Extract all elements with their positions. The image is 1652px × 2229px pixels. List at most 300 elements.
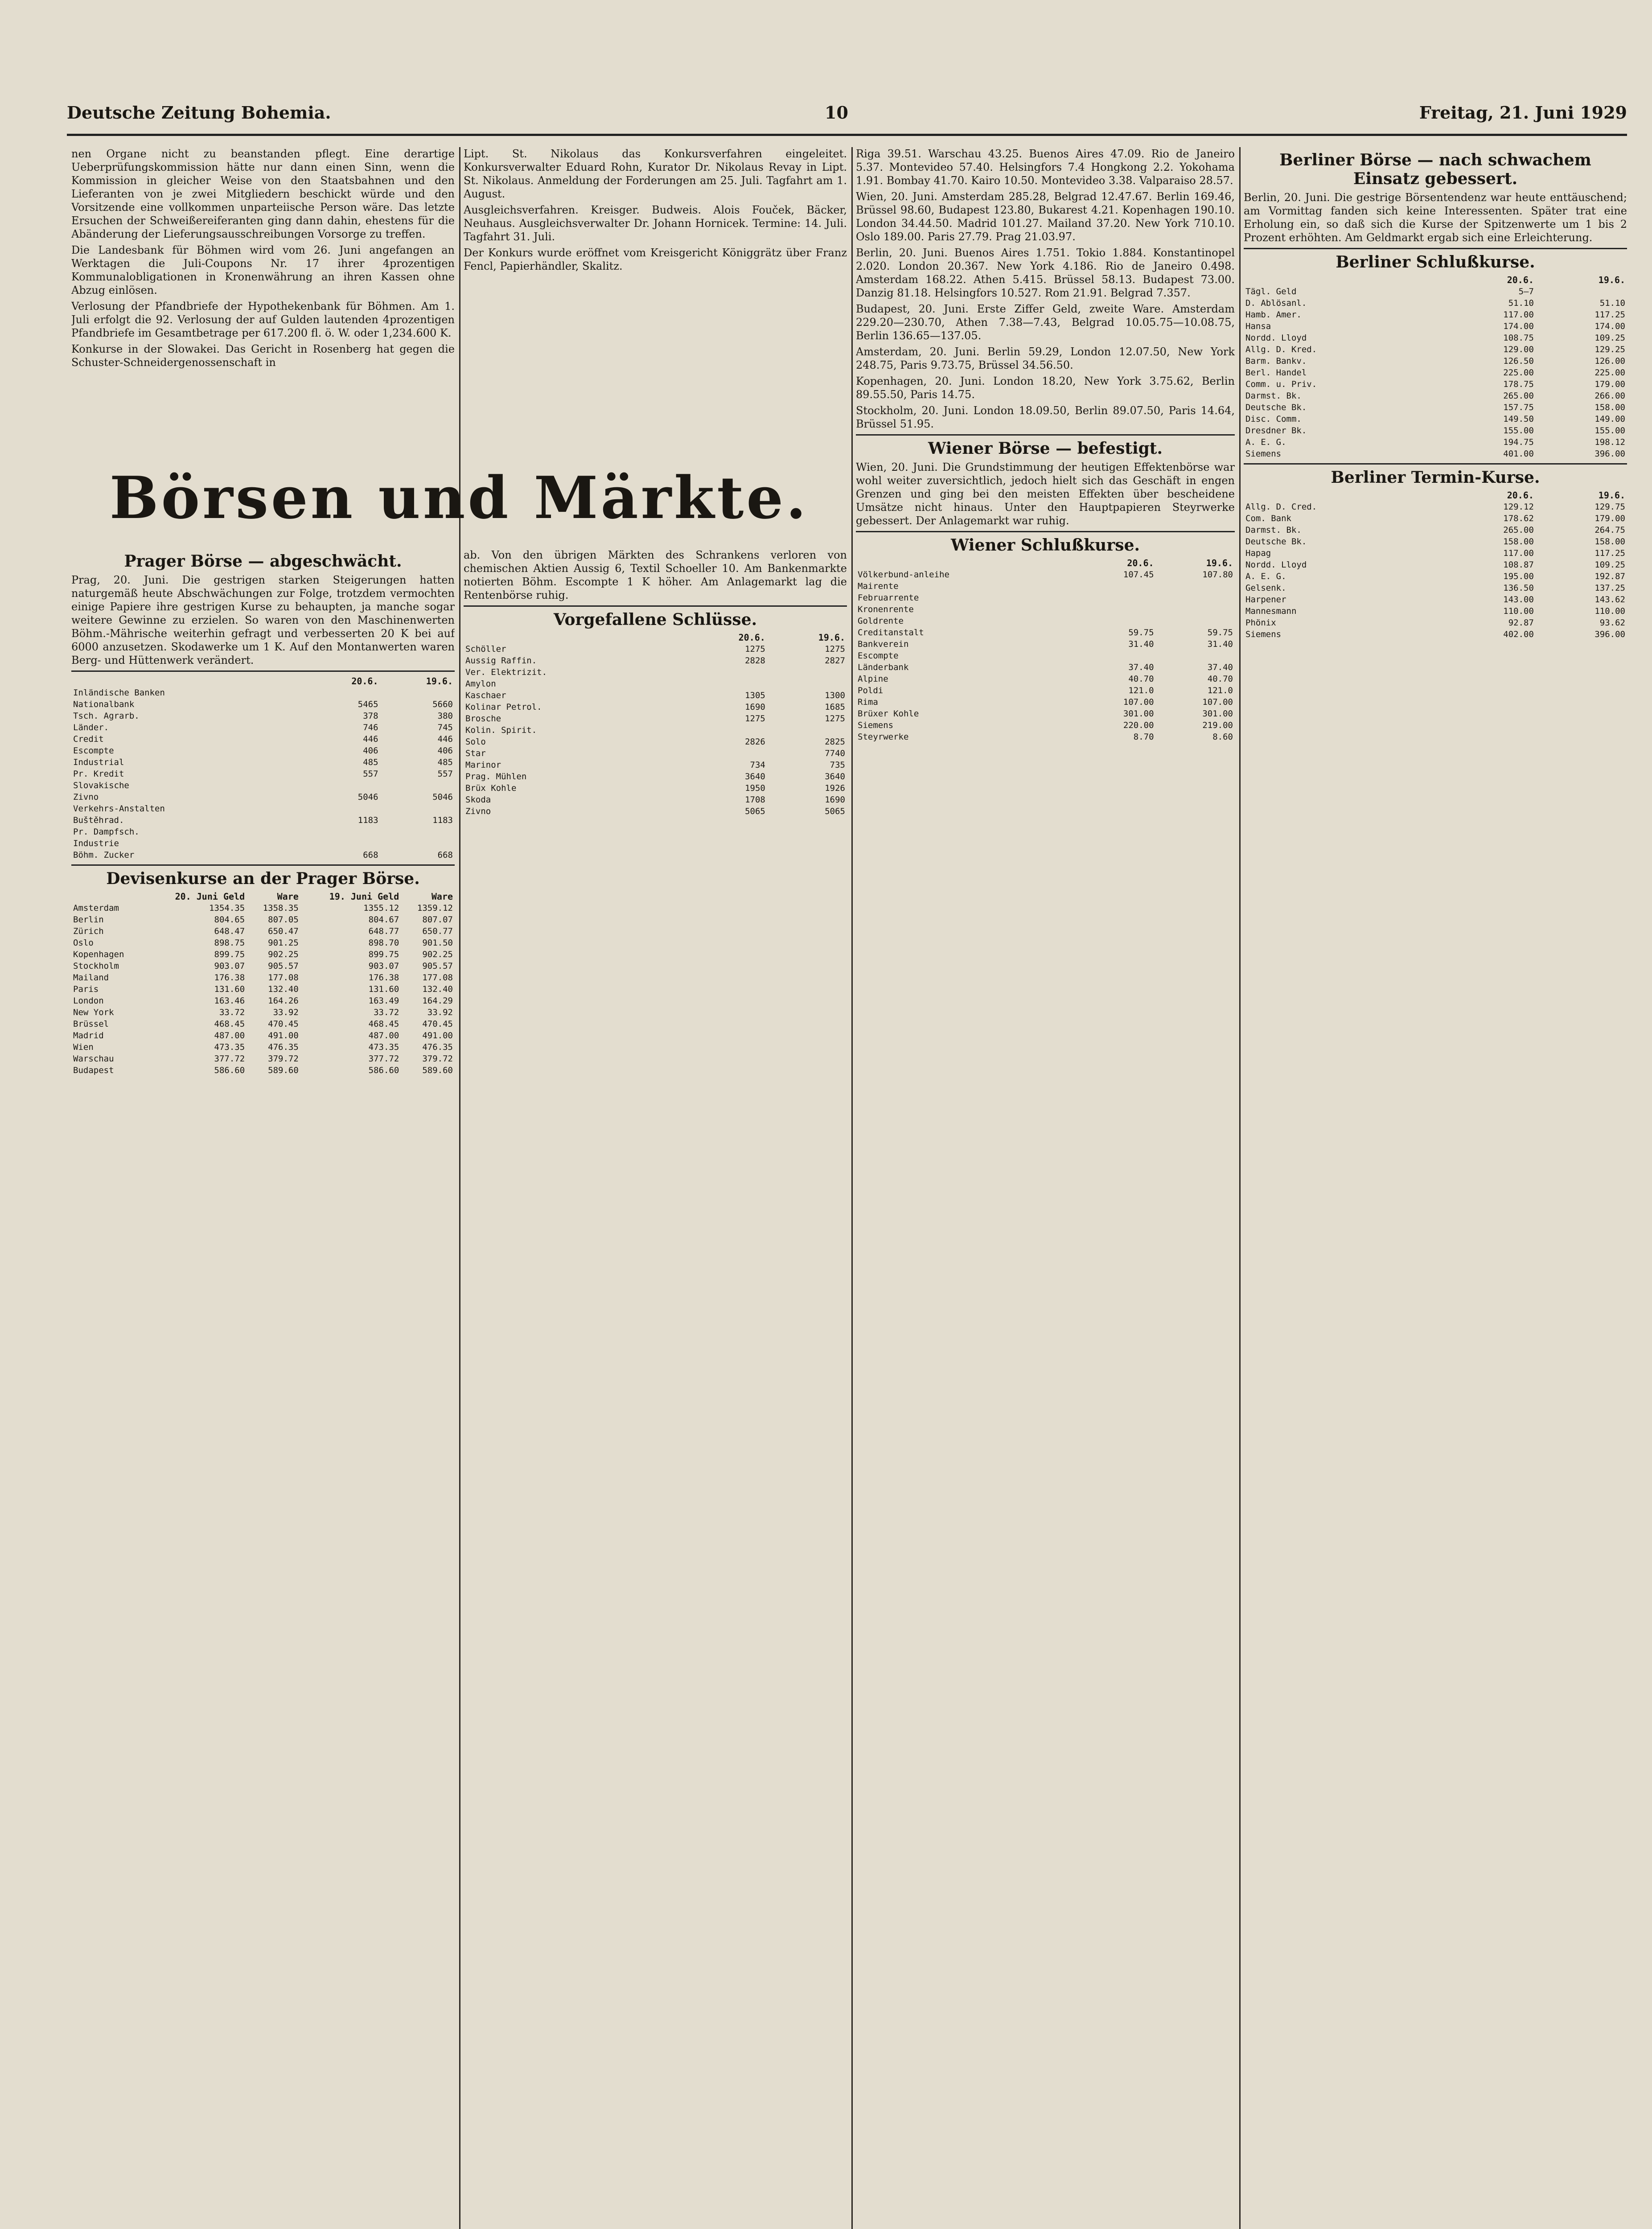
price-cell: 126.00 xyxy=(1594,356,1625,366)
column-rule xyxy=(459,147,460,2229)
security-name: D. Ablösanl. xyxy=(1245,298,1307,308)
price-cell: 379.72 xyxy=(422,1054,453,1064)
security-name: Inländische Banken xyxy=(73,688,165,698)
price-cell: 1183 xyxy=(358,815,378,825)
security-name: Allg. D. Cred. xyxy=(1245,502,1317,512)
price-cell: 107.00 xyxy=(1123,697,1154,707)
security-name: Schöller xyxy=(465,644,506,654)
price-cell: 158.00 xyxy=(1594,537,1625,547)
price-cell: 485 xyxy=(437,757,453,767)
security-name: Harpener xyxy=(1245,595,1286,605)
price-cell: 902.25 xyxy=(422,950,453,959)
price-cell: 131.60 xyxy=(214,984,245,994)
price-cell xyxy=(687,666,767,678)
price-cell xyxy=(767,666,847,678)
price-cell: 2826 xyxy=(745,737,765,747)
price-cell: 51.10 xyxy=(1508,298,1534,308)
column-header: 20.6. xyxy=(1507,490,1534,501)
price-cell: 93.62 xyxy=(1599,618,1625,628)
price-cell: 59.75 xyxy=(1128,628,1154,637)
price-cell: 129.25 xyxy=(1594,345,1625,354)
table-row xyxy=(71,791,455,803)
table-row xyxy=(1244,332,1627,344)
table-row xyxy=(1244,594,1627,605)
price-cell: 117.25 xyxy=(1594,548,1625,558)
security-name: Brüx Kohle xyxy=(465,783,517,793)
security-name: Buštěhrad. xyxy=(73,815,124,825)
price-cell: 301.00 xyxy=(1202,709,1233,719)
price-cell: 1690 xyxy=(825,795,845,805)
column-header xyxy=(1244,489,1444,501)
table-row xyxy=(856,662,1235,673)
security-name: Darmst. Bk. xyxy=(1245,525,1302,535)
table-row xyxy=(464,806,847,817)
security-name: Industrie xyxy=(73,839,119,848)
paragraph: Amsterdam, 20. Juni. Berlin 59.29, London 12.07.50, New York 248.75, Paris 9.73.75, Brüssel 34.56.50. xyxy=(856,345,1235,371)
table-row xyxy=(856,696,1235,708)
paragraph: Berlin, 20. Juni. Buenos Aires 1.751. Tokio 1.884. Konstantinopel 2.020. London 20.367. New York 4.186. Rio de Janeiro 0.498. Amsterdam 168.22. Athen 5.415. Brüssel 58.13. Budapest 73.00. Danzig 81.18. Helsingfors 10.527. Rom 21.91. Belgrad 7.357. xyxy=(856,247,1235,299)
table-row xyxy=(71,902,455,914)
table-row xyxy=(464,794,847,806)
security-name: Pr. Dampfsch. xyxy=(73,827,140,837)
security-name: Berlin xyxy=(73,915,104,925)
security-name: Amylon xyxy=(465,679,496,689)
table-row xyxy=(856,615,1235,627)
col1-lower xyxy=(71,548,455,2229)
security-name: Bankverein xyxy=(858,639,909,649)
price-cell: 178.75 xyxy=(1503,379,1534,389)
security-name: Solo xyxy=(465,737,486,747)
price-cell: 1275 xyxy=(745,714,765,724)
price-cell: 1358.35 xyxy=(263,903,299,913)
column-header xyxy=(856,557,1077,569)
security-name: Verkehrs-Anstalten xyxy=(73,804,165,814)
security-name: Mairente xyxy=(858,581,899,591)
table-row xyxy=(71,1018,455,1030)
price-cell: 468.45 xyxy=(214,1019,245,1029)
table-row xyxy=(1244,355,1627,367)
paragraph: Lipt. St. Nikolaus das Konkursverfahren eingeleitet. Konkursverwalter Eduard Rohn, Kurator Dr. Nikolaus Revay in Lipt. St. Nikolaus. Anmeldung der Forderungen am 25. Juli. Tagfahrt am 1. August. xyxy=(464,148,847,200)
price-cell: 668 xyxy=(363,850,378,860)
price-cell: 903.07 xyxy=(368,961,399,971)
table-row xyxy=(1244,513,1627,524)
security-name: Escompte xyxy=(73,746,114,756)
price-cell: 108.87 xyxy=(1503,560,1534,570)
column-header: 20. Juni Geld xyxy=(175,891,245,902)
column-header: 19.6. xyxy=(1598,490,1625,501)
price-cell: 132.40 xyxy=(422,984,453,994)
price-cell: 164.26 xyxy=(268,996,299,1006)
price-cell xyxy=(305,687,380,699)
price-cell: 149.00 xyxy=(1594,414,1625,424)
price-cell: 174.00 xyxy=(1503,321,1534,331)
security-name: Mannesmann xyxy=(1245,606,1297,616)
price-cell xyxy=(380,803,455,814)
price-cell: 107.80 xyxy=(1202,570,1233,580)
price-cell: 5065 xyxy=(745,806,765,816)
price-cell: 1355.12 xyxy=(363,903,399,913)
paragraph: Die Landesbank für Böhmen wird vom 26. Juni angefangen an Werktagen die Juli-Coupons Nr. 17 ihrer 4prozentigen Kommunalobligationen in Kronenwährung an ihren Kassen ohne Abzug einlösen. xyxy=(71,244,455,296)
col2-top xyxy=(464,147,847,459)
price-cell: 901.25 xyxy=(268,938,299,948)
price-cell: 107.45 xyxy=(1123,570,1154,580)
price-cell: 176.38 xyxy=(214,973,245,983)
price-cell xyxy=(1077,592,1155,604)
table-row xyxy=(856,627,1235,638)
price-cell: 648.77 xyxy=(368,926,399,936)
table-row xyxy=(71,803,455,814)
price-cell: 650.77 xyxy=(422,926,453,936)
price-cell: 734 xyxy=(750,760,765,770)
price-cell: 121.0 xyxy=(1207,686,1233,695)
price-cell: 5660 xyxy=(432,699,453,709)
price-cell xyxy=(1156,592,1235,604)
column-rule xyxy=(1239,147,1241,2229)
paragraph: Riga 39.51. Warschau 43.25. Buenos Aires 47.09. Rio de Janeiro 5.37. Montevideo 57.40. Helsingfors 7.4 Hongkong 2.2. Yokohama 1.91. Bombay 41.70. Kairo 10.50. Montevideo 3.38. Valparaiso 28.57. xyxy=(856,148,1235,187)
price-cell: 157.75 xyxy=(1503,403,1534,412)
price-cell: 121.0 xyxy=(1128,686,1154,695)
security-name: Kopenhagen xyxy=(73,950,124,959)
table-row xyxy=(71,925,455,937)
wiener-boerse-title: Wiener Börse — befestigt. xyxy=(928,439,1163,458)
table-row xyxy=(464,748,847,759)
table-row xyxy=(1244,536,1627,547)
security-name: Credit xyxy=(73,734,104,744)
price-cell: 1354.35 xyxy=(209,903,245,913)
price-cell: 51.10 xyxy=(1599,298,1625,308)
security-name: Mailand xyxy=(73,973,109,983)
table-row xyxy=(1244,344,1627,355)
table-row xyxy=(1244,378,1627,390)
security-name: Poldi xyxy=(858,686,884,695)
price-cell: 301.00 xyxy=(1123,709,1154,719)
column-header xyxy=(464,632,687,643)
price-cell: 117.00 xyxy=(1503,548,1534,558)
price-cell: 129.75 xyxy=(1594,502,1625,512)
security-name: Budapest xyxy=(73,1065,114,1075)
table-row xyxy=(71,849,455,861)
security-name: Escompte xyxy=(858,651,899,661)
price-cell: 8.70 xyxy=(1133,732,1154,742)
paragraph: Kopenhagen, 20. Juni. London 18.20, New York 3.75.62, Berlin 89.55.50, Paris 14.75. xyxy=(856,375,1235,401)
price-cell xyxy=(1077,604,1155,615)
price-cell xyxy=(305,780,380,791)
price-cell: 225.00 xyxy=(1594,368,1625,378)
wiener-table xyxy=(856,557,1235,743)
security-name: Siemens xyxy=(1245,629,1282,639)
column-header: Ware xyxy=(431,891,453,902)
price-cell xyxy=(767,678,847,690)
table-row xyxy=(1244,402,1627,413)
divider xyxy=(1244,248,1627,249)
price-cell: 7740 xyxy=(825,748,845,758)
price-cell: 476.35 xyxy=(268,1042,299,1052)
table-row xyxy=(856,673,1235,685)
col2-lower xyxy=(464,548,847,2229)
table-row xyxy=(1244,547,1627,559)
table-row xyxy=(1244,297,1627,309)
col1-top xyxy=(71,147,455,459)
divider xyxy=(71,864,455,866)
table-row xyxy=(71,972,455,983)
price-cell: 5065 xyxy=(825,806,845,816)
price-cell: 163.46 xyxy=(214,996,245,1006)
price-cell: 446 xyxy=(437,734,453,744)
table-row xyxy=(464,771,847,782)
price-cell: 192.87 xyxy=(1594,572,1625,581)
table-row xyxy=(71,949,455,960)
price-cell: 1690 xyxy=(745,702,765,712)
price-cell: 1275 xyxy=(745,644,765,654)
price-cell: 33.92 xyxy=(427,1008,453,1017)
column-header: 20.6. xyxy=(1507,275,1534,285)
security-name: Zivno xyxy=(73,792,99,802)
price-cell: 650.47 xyxy=(268,926,299,936)
security-name: A. E. G. xyxy=(1245,437,1286,447)
price-cell: 266.00 xyxy=(1594,391,1625,401)
column-header: 19.6. xyxy=(818,632,845,643)
price-cell: 5046 xyxy=(358,792,378,802)
price-cell: 176.38 xyxy=(368,973,399,983)
price-cell: 164.29 xyxy=(422,996,453,1006)
price-cell: 1950 xyxy=(745,783,765,793)
price-cell: 3640 xyxy=(745,772,765,781)
divider xyxy=(1244,463,1627,465)
price-cell: 898.75 xyxy=(214,938,245,948)
price-cell: 5—7 xyxy=(1518,287,1534,296)
price-cell xyxy=(305,803,380,814)
paragraph: ab. Von den übrigen Märkten des Schrankens verloren von chemischen Aktien Aussig 6, Textil Schoeller 10. Am Bankenmarkte notierten Böhm. Escompte 1 K höher. Am Anlagemarkt lag die Rentenbörse ruhig. xyxy=(464,549,847,601)
table-row xyxy=(1244,524,1627,536)
price-cell: 158.00 xyxy=(1594,403,1625,412)
price-cell: 155.00 xyxy=(1503,426,1534,436)
price-cell: 158.00 xyxy=(1503,537,1534,547)
price-cell: 1183 xyxy=(432,815,453,825)
price-cell: 901.50 xyxy=(422,938,453,948)
price-cell: 1708 xyxy=(745,795,765,805)
table-row xyxy=(1244,501,1627,513)
table-row xyxy=(856,720,1235,731)
price-cell: 129.00 xyxy=(1503,345,1534,354)
price-cell: 899.75 xyxy=(214,950,245,959)
security-name: Nationalbank xyxy=(73,699,135,709)
security-name: Hansa xyxy=(1245,321,1271,331)
security-name: Nordd. Lloyd xyxy=(1245,560,1307,570)
table-row xyxy=(71,780,455,791)
table-row xyxy=(1244,286,1627,297)
security-name: Marinor xyxy=(465,760,501,770)
security-name: Tsch. Agrarb. xyxy=(73,711,140,721)
table-row xyxy=(71,768,455,780)
price-cell: 179.00 xyxy=(1594,514,1625,523)
price-cell: 473.35 xyxy=(368,1042,399,1052)
price-cell: 219.00 xyxy=(1202,720,1233,730)
price-cell: 137.25 xyxy=(1594,583,1625,593)
table-row xyxy=(71,710,455,722)
table-row xyxy=(71,1007,455,1018)
security-name: Rima xyxy=(858,697,878,707)
security-name: Pr. Kredit xyxy=(73,769,124,779)
price-cell: 5046 xyxy=(432,792,453,802)
table-row xyxy=(856,604,1235,615)
price-cell: 470.45 xyxy=(268,1019,299,1029)
security-name: Comm. u. Priv. xyxy=(1245,379,1317,389)
security-name: New York xyxy=(73,1008,114,1017)
table-row xyxy=(856,569,1235,580)
security-name: Brosche xyxy=(465,714,501,724)
table-row xyxy=(1244,436,1627,448)
price-cell: 1359.12 xyxy=(417,903,453,913)
price-cell: 143.00 xyxy=(1503,595,1534,605)
price-cell: 745 xyxy=(437,723,453,732)
berliner-schlusskurse-title: Berliner Schlußkurse. xyxy=(1336,253,1535,271)
price-cell: 473.35 xyxy=(214,1042,245,1052)
security-name: Slovakische xyxy=(73,781,129,790)
price-cell xyxy=(687,748,767,759)
page-number: 10 xyxy=(825,103,848,123)
price-cell: 110.00 xyxy=(1594,606,1625,616)
price-cell: 804.65 xyxy=(214,915,245,925)
price-cell: 195.00 xyxy=(1503,572,1534,581)
table-row xyxy=(71,826,455,838)
price-cell xyxy=(1156,615,1235,627)
price-cell: 220.00 xyxy=(1123,720,1154,730)
security-name: Paris xyxy=(73,984,99,994)
schluesse-title: Vorgefallene Schlüsse. xyxy=(553,610,757,629)
table-row xyxy=(71,1030,455,1041)
table-row xyxy=(71,757,455,768)
price-cell: 557 xyxy=(363,769,378,779)
divider xyxy=(856,531,1235,532)
price-cell: 470.45 xyxy=(422,1019,453,1029)
price-cell: 194.75 xyxy=(1503,437,1534,447)
price-cell: 586.60 xyxy=(368,1065,399,1075)
price-cell: 177.08 xyxy=(422,973,453,983)
price-cell: 2828 xyxy=(745,656,765,666)
security-name: Hamb. Amer. xyxy=(1245,310,1302,320)
price-cell: 401.00 xyxy=(1503,449,1534,459)
security-name: Zivno xyxy=(465,806,491,816)
security-name: Goldrente xyxy=(858,616,904,626)
table-row xyxy=(1244,309,1627,321)
column-header xyxy=(71,891,146,902)
price-cell: 31.40 xyxy=(1207,639,1233,649)
price-cell: 377.72 xyxy=(214,1054,245,1064)
devisen-table xyxy=(71,891,455,1076)
security-name: Skoda xyxy=(465,795,491,805)
prague-kurs-table xyxy=(71,675,455,861)
security-name: Berl. Handel xyxy=(1245,368,1307,378)
security-name: Prag. Mühlen xyxy=(465,772,527,781)
price-cell: 265.00 xyxy=(1503,391,1534,401)
price-cell: 109.25 xyxy=(1594,560,1625,570)
divider xyxy=(856,434,1235,436)
price-cell: 402.00 xyxy=(1503,629,1534,639)
security-name: Kronenrente xyxy=(858,605,914,614)
price-cell: 33.92 xyxy=(273,1008,299,1017)
price-cell: 109.25 xyxy=(1594,333,1625,343)
paragraph: nen Organe nicht zu beanstanden pflegt. Eine derartige Ueberprüfungskommission hätte nur dann einen Sinn, wenn die Kommission in gleicher Weise von den Staatsbahnen und den Lieferanten von je zwei Mitgliedern beschickt würde und den Vorsitzende eine vollkommen unparteiische Person wäre. Das letzte Ersuchen der Schweißereiferanten ging dann dahin, ehestens für die Abänderung der Lieferungsausschreibungen Vorsorge zu treffen. xyxy=(71,148,455,240)
security-name: London xyxy=(73,996,104,1006)
table-row xyxy=(71,814,455,826)
table-row xyxy=(464,782,847,794)
price-cell: 3640 xyxy=(825,772,845,781)
price-cell xyxy=(1156,580,1235,592)
price-cell: 136.50 xyxy=(1503,583,1534,593)
price-cell xyxy=(687,678,767,690)
price-cell: 2825 xyxy=(825,737,845,747)
price-cell: 491.00 xyxy=(422,1031,453,1040)
security-name: Länder. xyxy=(73,723,109,732)
table-row xyxy=(464,655,847,666)
table-row xyxy=(464,701,847,713)
table-row xyxy=(464,643,847,655)
column-header: 19.6. xyxy=(1598,275,1625,285)
column-header: 20.6. xyxy=(1127,558,1154,568)
column-header: 20.6. xyxy=(351,676,378,687)
table-row xyxy=(856,731,1235,743)
price-cell xyxy=(380,826,455,838)
security-name: Star xyxy=(465,748,486,758)
column-header xyxy=(1244,274,1444,286)
price-cell: 117.25 xyxy=(1594,310,1625,320)
price-cell: 898.70 xyxy=(368,938,399,948)
security-name: Gelsenk. xyxy=(1245,583,1286,593)
price-cell: 485 xyxy=(363,757,378,767)
price-cell xyxy=(767,724,847,736)
table-row xyxy=(71,1053,455,1065)
security-name: Allg. D. Kred. xyxy=(1245,345,1317,354)
price-cell: 1300 xyxy=(825,691,845,700)
security-name: Kolinar Petrol. xyxy=(465,702,542,712)
column-rule xyxy=(851,147,853,2229)
paragraph: Wien, 20. Juni. Die Grundstimmung der heutigen Effektenbörse war wohl weiter zuversichtlich, jedoch hielt sich das Geschäft in engen Grenzen und ging bei den meisten Effekten über bescheidene Umsätze nicht hinaus. Unter den Hauptpapieren Steyrwerke gebessert. Der Anlagemarkt war ruhig. xyxy=(856,461,1235,527)
security-name: Disc. Comm. xyxy=(1245,414,1302,424)
paragraph: Verlosung der Pfandbriefe der Hypothekenbank für Böhmen. Am 1. Juli erfolgt die 92. Verlosung der auf Gulden lautenden 4prozentigen Pfandbriefe im Gesamtbetrage per 617.200 fl. ö. W. oder 1,234.600 K. xyxy=(71,300,455,339)
table-row xyxy=(1244,559,1627,571)
security-name: Wien xyxy=(73,1042,94,1052)
price-cell xyxy=(305,826,380,838)
paragraph: Ausgleichsverfahren. Kreisger. Budweis. Alois Fouček, Bäcker, Neuhaus. Ausgleichsverwalter Dr. Johann Hornicek. Termine: 14. Juli. Tagfahrt 31. Juli. xyxy=(464,204,847,243)
price-cell: 380 xyxy=(437,711,453,721)
price-cell: 899.75 xyxy=(368,950,399,959)
wiener-schlusskurse-title: Wiener Schlußkurse. xyxy=(950,536,1140,555)
schluesse-table xyxy=(464,632,847,817)
security-name: Madrid xyxy=(73,1031,104,1040)
table-row xyxy=(71,699,455,710)
table-row xyxy=(1244,629,1627,640)
price-cell: 265.00 xyxy=(1503,525,1534,535)
price-cell: 902.25 xyxy=(268,950,299,959)
price-cell xyxy=(1156,650,1235,662)
price-cell: 735 xyxy=(830,760,845,770)
security-name: Oslo xyxy=(73,938,94,948)
price-cell xyxy=(1536,286,1627,297)
price-cell: 1275 xyxy=(825,644,845,654)
price-cell: 155.00 xyxy=(1594,426,1625,436)
column-header: 19. Juni Geld xyxy=(329,891,399,902)
table-row xyxy=(71,995,455,1007)
table-row xyxy=(71,733,455,745)
berliner-termin-title: Berliner Termin-Kurse. xyxy=(1331,468,1540,487)
price-cell: 396.00 xyxy=(1594,629,1625,639)
security-name: Deutsche Bk. xyxy=(1245,537,1307,547)
table-row xyxy=(1244,390,1627,402)
price-cell: 476.35 xyxy=(422,1042,453,1052)
table-row xyxy=(464,678,847,690)
price-cell: 149.50 xyxy=(1503,414,1534,424)
price-cell: 406 xyxy=(437,746,453,756)
